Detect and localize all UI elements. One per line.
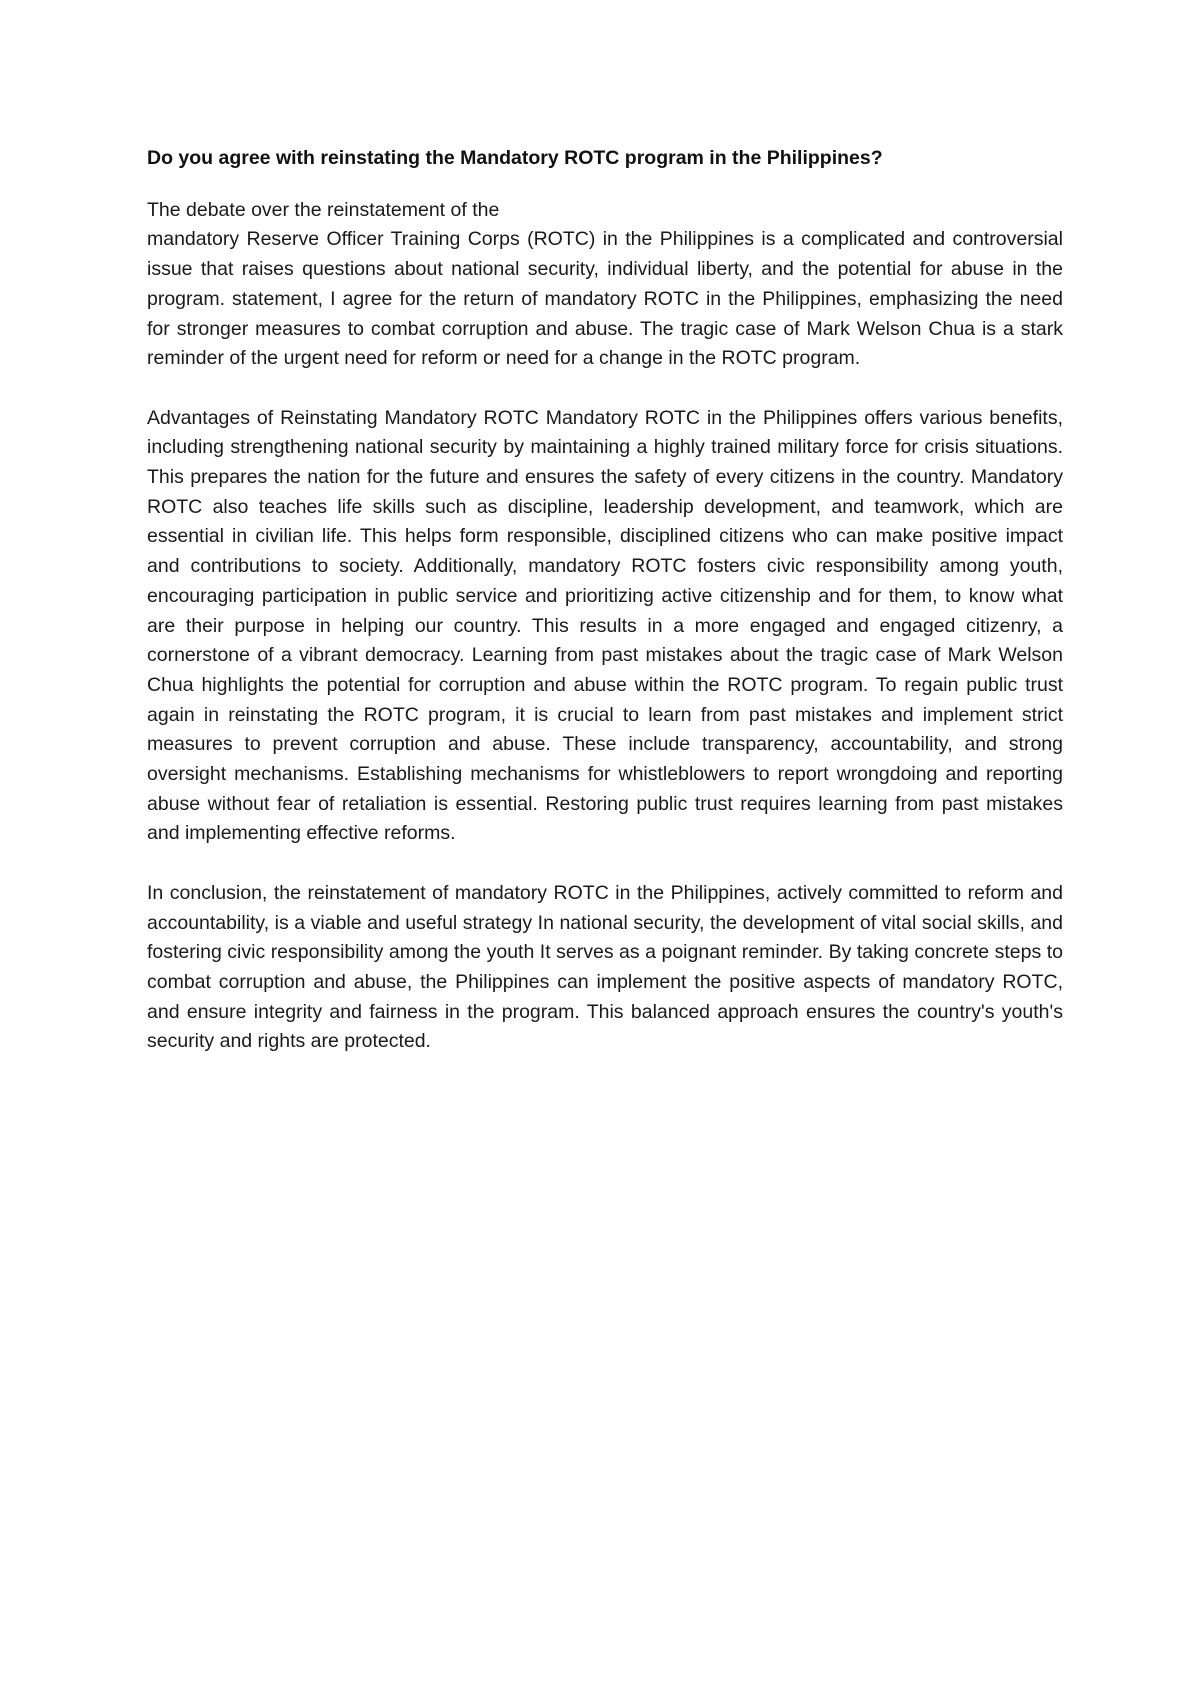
conclusion-paragraph: In conclusion, the reinstatement of mandatory ROTC in the Philippines, actively committed to reform and accountability, is a viable and useful strategy In national security, the development of vital social skills, and fostering civic responsibility among the youth It serves as a poignant reminder. By taking concrete steps to combat corruption and abuse, the Philippines can implement the positive aspects of mandatory ROTC, and ensure integrity and fairness in the program. This balanced approach ensures the country's youth's security and rights are protected.: [147, 881, 1063, 1053]
intro-paragraph: mandatory Reserve Officer Training Corps (ROTC) in the Philippines is a complicated and controversial issue that raises questions about national security, individual liberty, and the potential for abuse in the program. statement, I agree for the return of mandatory ROTC in the Philippines, emphasizing the need for stronger measures to combat corruption and abuse. The tragic case of Mark Welson Chua is a stark reminder of the urgent need for reform or need for a change in the ROTC program.: [147, 228, 1063, 370]
document-title: Do you agree with reinstating the Mandatory ROTC program in the Philippines?: [147, 147, 883, 169]
intro-first-line: The debate over the reinstatement of the: [147, 198, 500, 221]
advantages-paragraph: Advantages of Reinstating Mandatory ROTC Mandatory ROTC in the Philippines offers various benefits, including strengthening national security by maintaining a highly trained military force for crisis situations. This prepares the nation for the future and ensures the safety of every citizens in the country. Mandatory ROTC also teaches life skills such as discipline, leadership development, and teamwork, which are essential in civilian life. This helps form responsible, disciplined citizens who can make positive impact and contributions to society. Additionally, mandatory ROTC fosters civic responsibility among youth, encouraging participation in public service and prioritizing active citizenship and for them, to know what are their purpose in helping our country. This results in a more engaged and engaged citizenry, a cornerstone of a vibrant democracy. Learning from past mistakes about the tragic case of Mark Welson Chua highlights the potential for corruption and abuse within the ROTC program. To regain public trust again in reinstating the ROTC program, it is crucial to learn from past mistakes and implement strict measures to prevent corruption and abuse. These include transparency, accountability, and strong oversight mechanisms. Establishing mechanisms for whistleblowers to report wrongdoing and reporting abuse without fear of retaliation is essential. Restoring public trust requires learning from past mistakes and implementing effective reforms.: [147, 406, 1063, 845]
document-body: [147, 144, 1063, 1057]
